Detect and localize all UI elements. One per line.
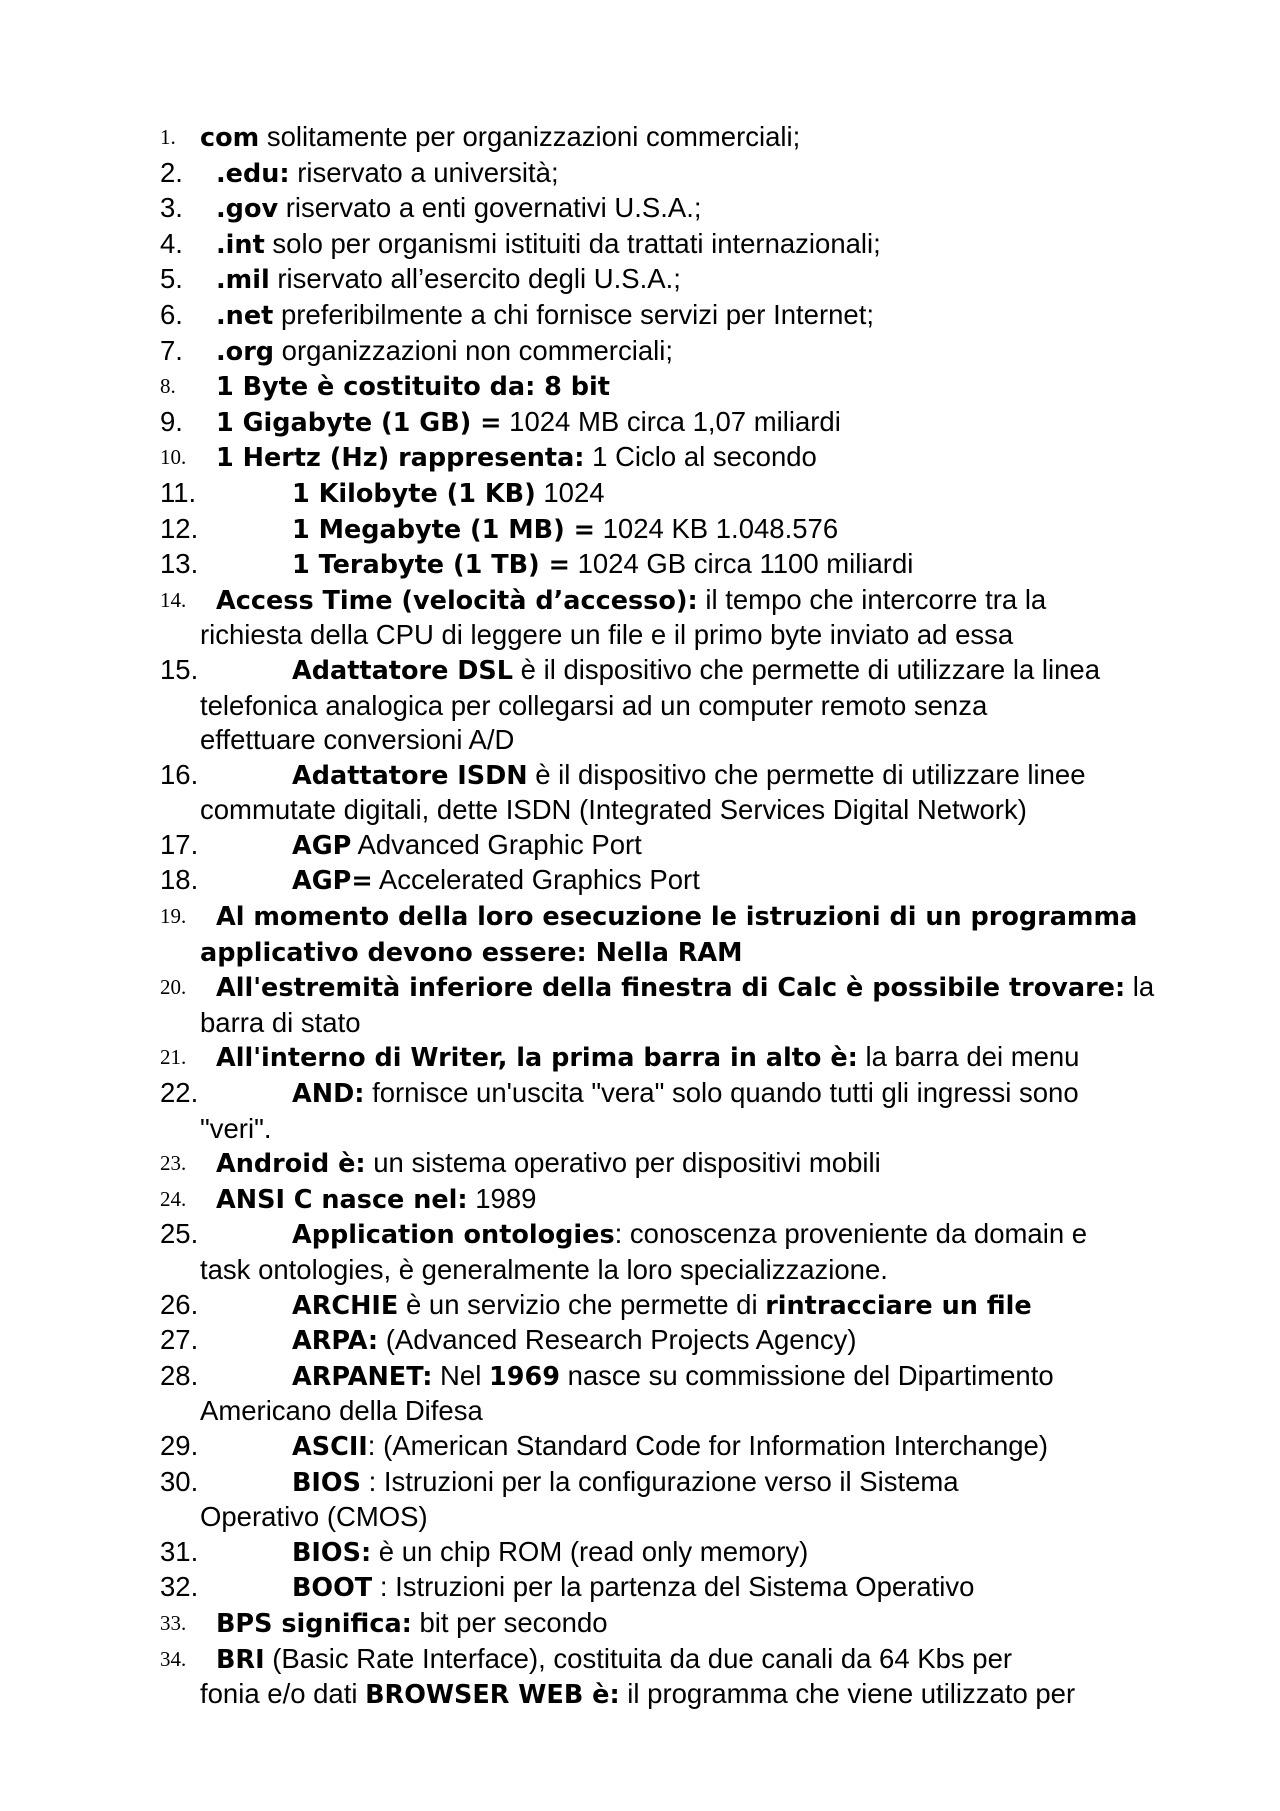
term-bold: ANSI C nasce nel: [216,1184,468,1215]
definition-text: (Basic Rate Interface), costituita da due canali da 64 Kbs per [264,1642,1013,1674]
list-item-line [200,758,1180,794]
list-item-number: 30. [160,1465,199,1497]
list-item [160,828,1180,864]
list-item [160,547,1180,583]
list-item-number: 17. [160,828,199,860]
list-item [160,476,1180,512]
term-bold: BRI [216,1644,265,1675]
list-item-line [200,334,1180,370]
list-item-line [200,1535,1180,1571]
term-bold: 1 Gigabyte (1 GB) = [216,407,502,438]
definition-text: 1989 [467,1182,537,1214]
definition-text: bit per secondo [411,1606,608,1638]
list-item-number: 15. [160,653,199,685]
term-bold: 1 Byte è costituito da: 8 bit [216,372,610,403]
list-item-line [200,1465,1180,1501]
definition-text: "veri". [200,1112,272,1144]
term-bold: rintracciare un file [765,1290,1032,1321]
definition-text: Americano della Difesa [200,1395,483,1427]
list-item [160,156,1180,192]
list-item-line [200,1500,1180,1535]
term-bold: .mil [216,265,270,296]
list-item [160,1288,1180,1324]
definition-text: 1 Ciclo al secondo [584,441,817,473]
list-item-line [200,935,1180,971]
list-item-number: 25. [160,1218,199,1250]
definition-text: riservato a enti governativi U.S.A.; [278,192,702,224]
definition-text: solitamente per organizzazioni commerciali; [259,121,801,152]
list-item [160,1606,1180,1642]
term-bold: 1 Kilobyte (1 KB) [292,478,536,509]
term-bold: .edu: [216,158,290,189]
list-item [160,405,1180,441]
term-bold: .org [216,336,275,367]
list-item-line [200,298,1180,334]
definition-text: nasce su commissione del Dipartimento [559,1359,1054,1391]
list-item-line [200,156,1180,192]
list-item-line [200,723,1180,758]
list-item-line [200,512,1180,548]
term-bold: BROWSER WEB è: [365,1680,620,1711]
list-item-number: 19. [160,904,187,929]
list-item [160,120,1180,156]
term-bold: ARPANET: [292,1361,433,1392]
list-item-line [200,1076,1180,1112]
list-item-number: 28. [160,1359,199,1391]
list-item-number: 31. [160,1535,199,1567]
definition-text: 1024 GB circa 1100 miliardi [569,548,914,580]
definition-text: effettuare conversioni A/D [200,724,515,756]
term-bold: 1 Terabyte (1 TB) = [292,550,570,581]
list-item-number: 32. [160,1571,199,1603]
list-item [160,970,1180,1040]
list-item-line [200,689,1180,724]
list-item-number: 5. [160,263,183,295]
definition-text: : conoscenza proveniente da domain e [614,1218,1088,1250]
definition-text: barra di stato [200,1006,361,1038]
definition-text: 1024 MB circa 1,07 miliardi [501,405,841,437]
definition-text: telefonica analogica per collegarsi ad un computer remoto senza [200,689,988,721]
list-item [160,758,1180,828]
definition-text: commutate digitali, dette ISDN (Integrated Services Digital Network) [200,794,1027,826]
list-item-number: 8. [160,374,176,399]
definition-text: il tempo che intercorre tra la [697,583,1047,615]
definition-text: Operativo (CMOS) [200,1501,428,1533]
list-item-line [200,1394,1180,1429]
list-item-line [200,405,1180,441]
definition-text: 1024 [535,476,605,508]
list-item [160,1465,1180,1535]
list-item [160,583,1180,653]
term-bold: All'estremità inferiore della finestra di Calc è possibile trovare: [216,973,1126,1004]
term-bold: ARCHIE [292,1290,399,1321]
list-item-line [200,1146,1180,1182]
term-bold: 1 Megabyte (1 MB) = [292,514,595,545]
list-item-line [200,476,1180,512]
list-item-line [200,1112,1180,1147]
list-item [160,191,1180,227]
term-bold: AND: [292,1079,365,1110]
list-item-number: 7. [160,334,183,366]
term-bold: BIOS: [292,1537,372,1568]
list-item-number: 13. [160,548,199,580]
term-bold: Adattatore DSL [292,655,514,686]
definition-text: è un chip ROM (read only memory) [371,1535,809,1567]
list-item [160,512,1180,548]
list-item [160,1323,1180,1359]
list-item-line [200,440,1180,476]
definition-text: il programma che viene utilizzato per [619,1678,1076,1710]
list-item-line [200,227,1180,263]
list-item [160,1146,1180,1182]
list-item-line [200,1323,1180,1359]
definition-text: preferibilmente a chi fornisce servizi per Internet; [273,298,875,330]
term-bold: ARPA: [292,1326,379,1357]
glossary-list [160,120,1180,1713]
list-item-line [200,1040,1180,1076]
list-item [160,1182,1180,1218]
definition-text: la barra dei menu [857,1041,1080,1073]
definition-text: task ontologies, è generalmente la loro specializzazione. [200,1254,888,1285]
term-bold: 1969 [488,1361,560,1392]
term-bold: Adattatore ISDN [292,760,528,791]
definition-text: organizzazioni non commerciali; [274,334,673,366]
term-bold: .gov [216,194,279,225]
list-item [160,863,1180,899]
list-item [160,440,1180,476]
term-bold: applicativo devono essere: Nella RAM [200,937,743,968]
list-item [160,227,1180,263]
definition-text: è il dispositivo che permette di utilizzare linee [527,758,1086,790]
list-item-number: 1. [160,125,176,149]
term-bold: All'interno di Writer, la prima barra in alto è: [216,1043,858,1074]
term-bold: Android è: [216,1149,366,1180]
term-bold: BIOS [292,1467,361,1498]
list-item-line [200,1253,1180,1288]
list-item-line [200,1182,1180,1218]
list-item-number: 29. [160,1429,199,1461]
list-item-line [200,1677,1180,1713]
list-item-line [200,863,1180,899]
list-item-line [200,653,1180,689]
definition-text: : (American Standard Code for Information Interchange) [367,1429,1049,1461]
list-item-number: 16. [160,758,199,790]
list-item [160,262,1180,298]
list-item-line [200,1570,1180,1606]
term-bold: BOOT [292,1573,373,1604]
list-item [160,1570,1180,1606]
list-item-number: 23. [160,1151,187,1176]
list-item-line [200,793,1180,828]
list-item-number: 9. [160,405,183,437]
term-bold: .int [216,229,265,260]
list-item [160,1535,1180,1571]
list-item-line [200,1642,1180,1678]
list-item [160,1217,1180,1287]
list-item-number: 26. [160,1288,199,1320]
term-bold: Application ontologies [292,1220,615,1251]
list-item [160,1429,1180,1465]
list-item [160,298,1180,334]
term-bold: com [200,123,260,153]
list-item-number: 11. [160,476,197,508]
list-item-number: 12. [160,512,199,544]
definition-text: richiesta della CPU di leggere un file e il primo byte inviato ad essa [200,619,1014,651]
list-item [160,369,1180,405]
definition-text: riservato all’esercito degli U.S.A.; [269,263,681,295]
definition-text: è il dispositivo che permette di utilizzare la linea [513,653,1100,685]
list-item-number: 6. [160,298,183,330]
definition-text: la [1125,971,1155,1003]
list-item-line [200,191,1180,227]
list-item-number: 21. [160,1045,187,1070]
list-item [160,1040,1180,1076]
term-bold: .net [216,300,274,331]
list-item-number: 33. [160,1610,187,1635]
list-item [160,1076,1180,1146]
list-item [160,899,1180,970]
list-item-number: 20. [160,975,187,1000]
definition-text: un sistema operativo per dispositivi mobili [365,1147,881,1179]
list-item-number: 24. [160,1186,187,1211]
list-item-line [200,1288,1180,1324]
list-item-number: 34. [160,1646,187,1671]
list-item-number: 2. [160,156,183,188]
list-item-line [200,583,1180,619]
list-item-line [200,1359,1180,1395]
definition-text: : Istruzioni per la partenza del Sistema Operativo [372,1571,975,1603]
definition-text: solo per organismi istituiti da trattati internazionali; [264,227,881,259]
list-item-line [200,1606,1180,1642]
definition-text: è un servizio che permette di [398,1288,766,1320]
term-bold: ASCII [292,1431,368,1462]
list-item-number: 18. [160,864,199,896]
definition-text: riservato a università; [289,156,559,188]
list-item-line [200,618,1180,653]
term-bold: AGP [292,830,352,861]
list-item-line [200,547,1180,583]
list-item-line [200,120,1180,156]
definition-text: : Istruzioni per la configurazione verso il Sistema [360,1465,959,1497]
definition-text: fornisce un'uscita "vera" solo quando tutti gli ingressi sono [364,1077,1079,1109]
definition-text: Accelerated Graphics Port [372,864,700,896]
list-item-number: 14. [160,587,187,612]
term-bold: 1 Hertz (Hz) rappresenta: [216,443,585,474]
term-bold: AGP= [292,866,373,897]
definition-text: Nel [432,1359,489,1391]
list-item [160,334,1180,370]
definition-text: 1024 KB 1.048.576 [594,512,839,544]
list-item-number: 3. [160,192,183,224]
list-item-number: 22. [160,1077,199,1109]
list-item-line [200,1217,1180,1253]
list-item-number: 27. [160,1324,199,1356]
list-item-line [200,369,1180,405]
list-item [160,1359,1180,1429]
list-item-line [200,899,1180,935]
list-item-line [200,828,1180,864]
list-item [160,1642,1180,1713]
list-item-line [200,1006,1180,1041]
term-bold: Al momento della loro esecuzione le istruzioni di un programma [216,902,1138,933]
list-item-number: 10. [160,445,187,470]
list-item-number: 4. [160,227,183,259]
definition-text: Advanced Graphic Port [351,828,642,860]
definition-text: (Advanced Research Projects Agency) [378,1324,857,1356]
list-item-line [200,1429,1180,1465]
definition-text: fonia e/o dati [200,1678,366,1710]
list-item-line [200,970,1180,1006]
list-item [160,653,1180,758]
term-bold: Access Time (velocità d’accesso): [216,585,698,616]
term-bold: BPS significa: [216,1608,412,1639]
list-item-line [200,262,1180,298]
